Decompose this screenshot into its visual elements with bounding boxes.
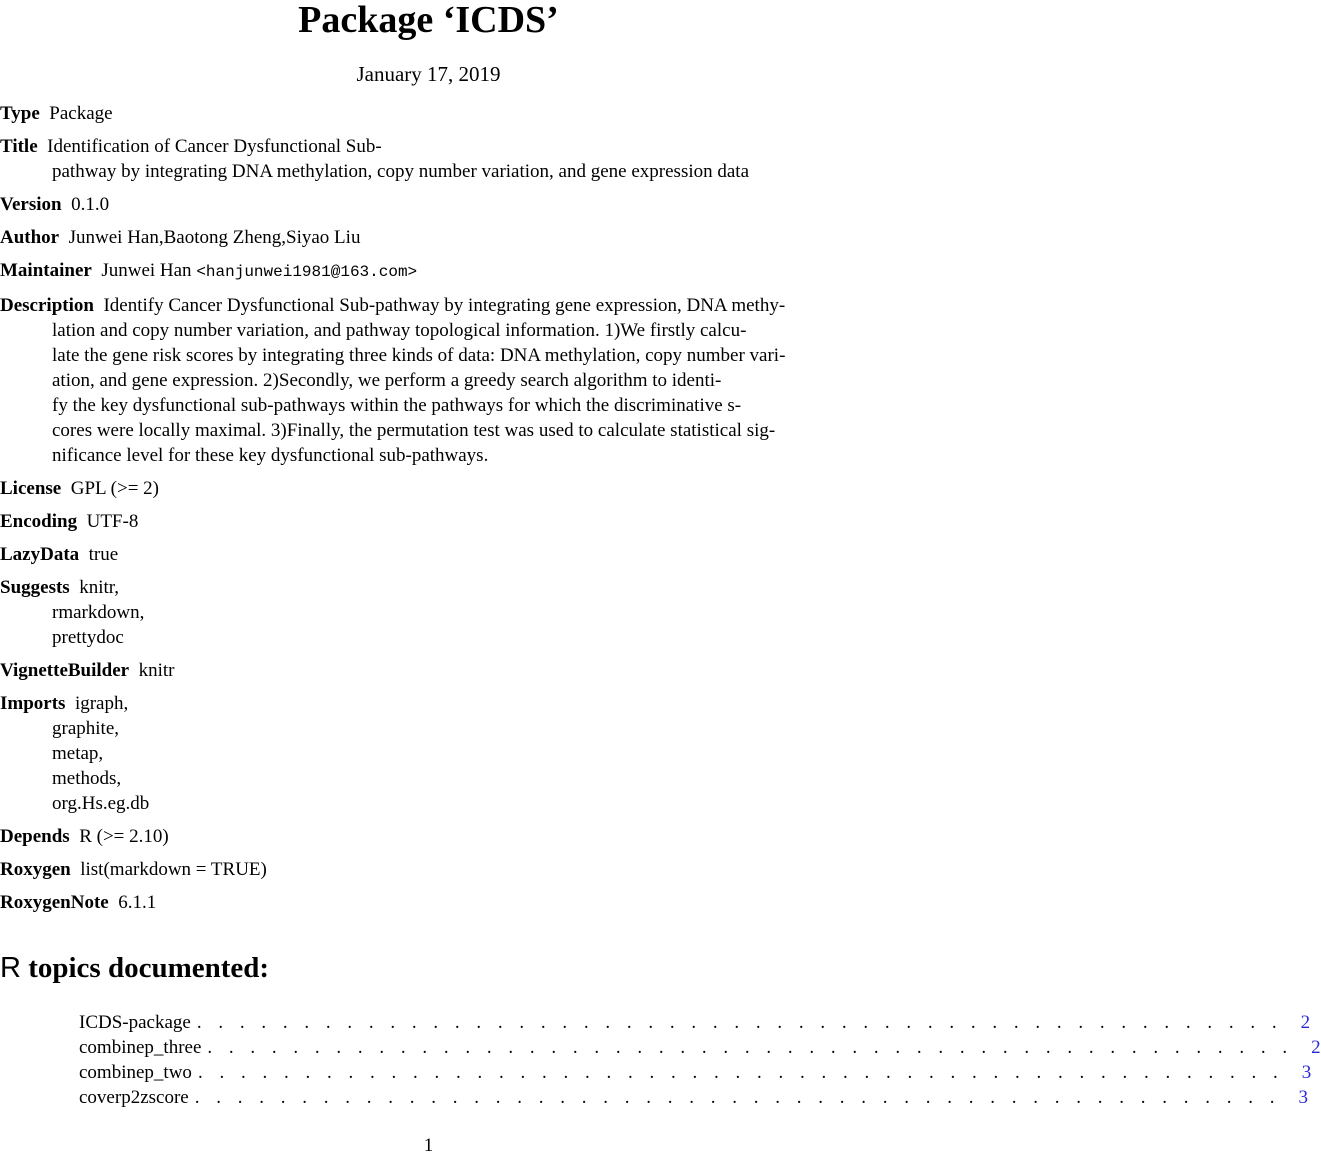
toc-leader-dots: . . . . . . . . . . . . . . . . . . . . . . . . . . . . . . . . . . . . . . . . . . . . . . . . . . . <box>207 1037 1294 1058</box>
field-value-line: org.Hs.eg.db <box>52 793 150 814</box>
field-version <box>0 192 857 217</box>
field-title <box>0 134 857 184</box>
field-value-line: pathway by integrating DNA methylation, copy number variation, and gene expression data <box>52 161 750 182</box>
toc-entry[interactable] <box>79 1085 1308 1110</box>
field-value-line: prettydoc <box>52 627 124 648</box>
field-value: GPL (>= 2) <box>70 478 159 499</box>
field-key: Imports <box>0 693 66 714</box>
field-value: list(markdown = TRUE) <box>80 859 267 880</box>
field-roxygen <box>0 857 857 882</box>
field-key: Description <box>0 295 94 316</box>
field-value-line: rmarkdown, <box>52 602 145 623</box>
toc-page-link[interactable]: 2 <box>1300 1012 1311 1033</box>
field-key: LazyData <box>0 544 80 565</box>
field-key: Roxygen <box>0 859 71 880</box>
field-value-line: graphite, <box>52 718 120 739</box>
toc-leader-dots: . . . . . . . . . . . . . . . . . . . . . . . . . . . . . . . . . . . . . . . . . . . . . . . . . . . <box>196 1012 1283 1033</box>
toc-entry-name[interactable]: coverp2zscore <box>79 1087 189 1108</box>
field-vignettebuilder <box>0 658 857 683</box>
toc-entry[interactable] <box>79 1060 1312 1085</box>
toc-page-link[interactable]: 2 <box>1311 1037 1321 1058</box>
page-number: 1 <box>423 1135 434 1156</box>
toc-leader-dots: . . . . . . . . . . . . . . . . . . . . . . . . . . . . . . . . . . . . . . . . . . . . . . . . . . . <box>197 1062 1284 1083</box>
maintainer-email: <hanjunwei1981@163.com> <box>196 263 418 281</box>
toc-entry-name[interactable]: ICDS-package <box>79 1012 191 1033</box>
toc-entry-name[interactable]: combinep_three <box>79 1037 202 1058</box>
toc-entry[interactable] <box>79 1035 1321 1060</box>
field-value: 6.1.1 <box>118 892 157 913</box>
field-value-line: cores were locally maximal. 3)Finally, the permutation test was used to calculate statistical sig- <box>52 420 776 441</box>
field-encoding <box>0 509 857 534</box>
field-value-line: metap, <box>52 743 104 764</box>
field-value-line: nificance level for these key dysfunctional sub-pathways. <box>52 445 489 466</box>
field-value: true <box>88 544 119 565</box>
field-value-line: fy the key dysfunctional sub-pathways within the pathways for which the discriminative s- <box>52 395 742 416</box>
package-fields <box>0 101 857 923</box>
field-value-line: ation, and gene expression. 2)Secondly, we perform a greedy search algorithm to identi- <box>52 370 722 391</box>
r-logo: R <box>0 952 21 984</box>
field-imports <box>0 691 857 816</box>
toc-page-link[interactable]: 3 <box>1301 1062 1312 1083</box>
field-lazydata <box>0 542 857 567</box>
field-key: Version <box>0 194 62 215</box>
toc-page-link[interactable]: 3 <box>1298 1087 1308 1108</box>
field-value: 0.1.0 <box>71 194 110 215</box>
field-description <box>0 293 857 468</box>
field-type <box>0 101 857 126</box>
field-value-line: igraph, <box>74 693 129 714</box>
field-key: Type <box>0 103 40 124</box>
page-title: Package ‘ICDS’ <box>298 0 559 41</box>
toc-heading-text: topics documented: <box>28 952 270 984</box>
field-value-line: knitr, <box>79 577 120 598</box>
field-value: UTF-8 <box>86 511 139 532</box>
document-date: January 17, 2019 <box>356 62 501 86</box>
field-key: Author <box>0 227 60 248</box>
field-key: License <box>0 478 62 499</box>
field-value-line: Identify Cancer Dysfunctional Sub-pathway by integrating gene expression, DNA methy- <box>103 295 786 316</box>
field-value: R (>= 2.10) <box>79 826 169 847</box>
toc-leader-dots: . . . . . . . . . . . . . . . . . . . . . . . . . . . . . . . . . . . . . . . . . . . . . . . . . . . <box>194 1087 1281 1108</box>
field-key: Depends <box>0 826 70 847</box>
field-value-line: methods, <box>52 768 122 789</box>
field-depends <box>0 824 857 849</box>
toc-entry[interactable] <box>79 1010 1311 1035</box>
field-value-line: late the gene risk scores by integrating three kinds of data: DNA methylation, copy number vari- <box>52 345 786 366</box>
toc-heading <box>0 952 269 985</box>
field-author <box>0 225 857 250</box>
field-key: Encoding <box>0 511 78 532</box>
field-key: Title <box>0 136 38 157</box>
field-license <box>0 476 857 501</box>
field-key: Suggests <box>0 577 70 598</box>
toc-entry-name[interactable]: combinep_two <box>79 1062 192 1083</box>
field-value-line: Identification of Cancer Dysfunctional Sub- <box>47 136 382 157</box>
field-key: RoxygenNote <box>0 892 109 913</box>
field-maintainer <box>0 258 857 285</box>
field-value-line: lation and copy number variation, and pathway topological information. 1)We firstly calcu- <box>52 320 747 341</box>
field-roxygennote <box>0 890 857 915</box>
maintainer-name: Junwei Han <box>101 260 192 281</box>
field-suggests <box>0 575 857 650</box>
field-key: VignetteBuilder <box>0 660 130 681</box>
field-key: Maintainer <box>0 260 92 281</box>
field-value: Package <box>49 103 113 124</box>
table-of-contents <box>79 1010 1321 1110</box>
field-value: Junwei Han,Baotong Zheng,Siyao Liu <box>68 227 361 248</box>
field-value: knitr <box>138 660 175 681</box>
